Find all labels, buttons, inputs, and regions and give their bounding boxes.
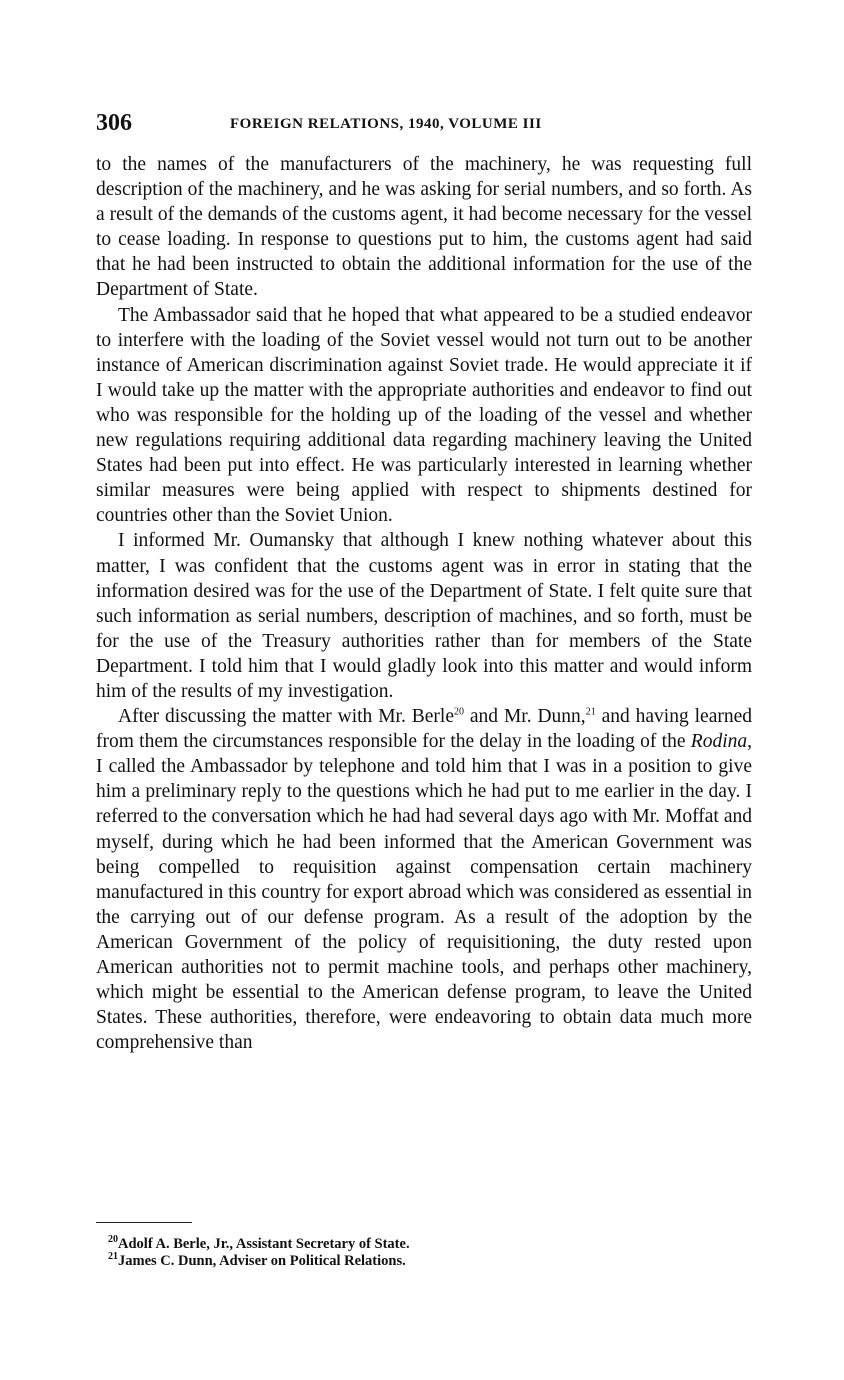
footnote-ref-20[interactable]: 20 — [453, 706, 464, 718]
footnote-text: James C. Dunn, Adviser on Political Relations. — [118, 1253, 406, 1269]
paragraph-4-text-3: and having learned from them the circumstances responsible for the delay in the loading of the — [96, 706, 752, 753]
page-number: 306 — [96, 110, 132, 136]
footnote-mark: 20 — [108, 1234, 118, 1246]
page-header — [96, 110, 752, 140]
footnotes — [108, 1236, 748, 1270]
paragraph-4 — [96, 704, 752, 1055]
footnote-21 — [108, 1253, 748, 1270]
paragraph-4-text-1: After discussing the matter with Mr. Berle — [118, 706, 454, 728]
paragraph-4-text-4: , I called the Ambassador by telephone and told him that I was in a position to give him a preliminary reply to the questions which he had put to me earlier in the day. I referred to the conversation which he had had several days ago with Mr. Moffat and myself, during which he had been informed that the American Government was being compelled to requisition against compensation certain machinery manufactured in this country for export abroad which was considered as essential in the carrying out of our defense program. As a result of the adoption by the American Government of the policy of requisitioning, the duty rested upon American authorities not to permit machine tools, and perhaps other machinery, which might be essential to the American defense program, to leave the United States. These authorities, therefore, were endeavoring to obtain data much more comprehensive than — [96, 731, 752, 1054]
paragraph-3: I informed Mr. Oumansky that although I knew nothing whatever about this matter, I was confident that the customs agent was in error in stating that the information desired was for the use of the Department of State. I felt quite sure that such information as serial numbers, description of machines, and so forth, must be for the use of the Treasury authorities rather than for members of the State Department. I told him that I would gladly look into this matter and would inform him of the results of my investigation. — [96, 530, 752, 702]
vessel-name: Rodina — [690, 731, 748, 753]
footnote-20 — [108, 1236, 748, 1253]
running-title: FOREIGN RELATIONS, 1940, VOLUME III — [230, 116, 542, 132]
paragraph-1: to the names of the manufacturers of the machinery, he was requesting full description of the machinery, and he was asking for serial numbers, and so forth. As a result of the demands of the customs agent, it had become necessary for the vessel to cease loading. In response to questions put to him, the customs agent had said that he had been instructed to obtain the additional information for the use of the Department of State. — [96, 154, 752, 301]
footnote-divider — [96, 1222, 192, 1223]
paragraph-2: The Ambassador said that he hoped that what appeared to be a studied endeavor to interfere with the loading of the Soviet vessel would not turn out to be another instance of American discrimination against Soviet trade. He would appreciate it if I would take up the matter with the appropriate authorities and endeavor to find out who was responsible for the holding up of the loading of the vessel and whether new regulations requiring additional data regarding machinery leaving the United States had been put into effect. He was particularly interested in learning whether similar measures were being applied with respect to shipments destined for countries other than the Soviet Union. — [96, 304, 752, 527]
body-text — [96, 152, 752, 1055]
paragraph-4-text-2: and Mr. Dunn, — [463, 706, 586, 728]
footnote-text: Adolf A. Berle, Jr., Assistant Secretary of State. — [118, 1236, 410, 1252]
footnote-mark: 21 — [108, 1251, 118, 1263]
footnote-ref-21[interactable]: 21 — [585, 706, 596, 718]
